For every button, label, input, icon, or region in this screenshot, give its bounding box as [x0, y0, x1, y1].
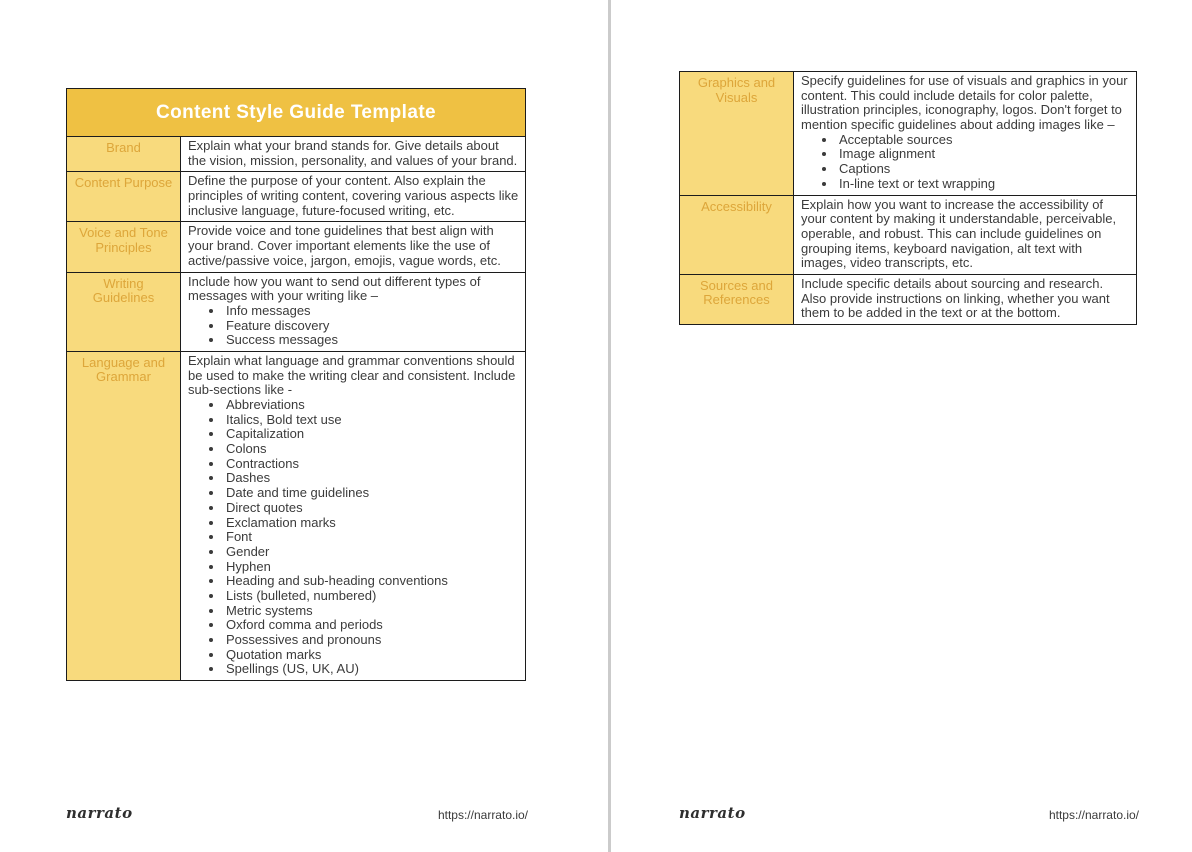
row-description — [181, 172, 525, 221]
row-description-text: Define the purpose of your content. Also explain the principles of writing content, covering various aspects like inclusive language, future-focused writing, etc. — [188, 173, 519, 218]
bullet-item: • Acceptable sources — [837, 133, 1130, 148]
row-description-text: Include how you want to send out different types of messages with your writing like – — [188, 273, 481, 304]
row-category-label: Content Purpose — [67, 172, 181, 221]
bullet-item: • Date and time guidelines — [224, 486, 519, 501]
page-divider — [608, 0, 611, 852]
bullet-item: • Quotation marks — [224, 648, 519, 663]
table-row — [67, 273, 525, 352]
bullet-item: • Success messages — [224, 333, 519, 348]
row-category-label: Voice and Tone Principles — [67, 222, 181, 271]
bullet-list — [188, 398, 519, 677]
page1-footer — [66, 804, 528, 822]
bullet-list — [801, 133, 1130, 192]
row-category-label: Accessibility — [680, 196, 794, 274]
bullet-item: • Capitalization — [224, 427, 519, 442]
document-page-2 — [612, 0, 1192, 852]
bullet-item: • Hyphen — [224, 560, 519, 575]
bullet-item: • Heading and sub-heading conventions — [224, 574, 519, 589]
bullet-item: • Image alignment — [837, 147, 1130, 162]
row-description — [794, 275, 1136, 324]
row-category-label: Language and Grammar — [67, 352, 181, 680]
bullet-item: • Spellings (US, UK, AU) — [224, 662, 519, 677]
bullet-item: • Metric systems — [224, 604, 519, 619]
row-description — [794, 196, 1136, 274]
style-guide-table-page2 — [679, 71, 1137, 325]
footer-url-link[interactable]: https://narrato.io/ — [1048, 808, 1139, 822]
row-description-text: Explain what language and grammar conventions should be used to make the writing clear and consistent. Include sub-sections like - — [188, 352, 516, 398]
table-row — [67, 352, 525, 680]
bullet-item: • Exclamation marks — [224, 516, 519, 531]
narrato-logo: narrato — [66, 804, 133, 822]
bullet-item: • Colons — [224, 442, 519, 457]
bullet-item: • Direct quotes — [224, 501, 519, 516]
row-description — [794, 72, 1136, 195]
row-description — [181, 273, 525, 351]
row-category-label: Sources and References — [680, 275, 794, 324]
page2-footer — [679, 804, 1139, 822]
table-row — [67, 137, 525, 172]
bullet-item: • Dashes — [224, 471, 519, 486]
bullet-item: • Italics, Bold text use — [224, 413, 519, 428]
narrato-logo: narrato — [679, 804, 746, 822]
bullet-item: • Feature discovery — [224, 319, 519, 334]
bullet-item: • Font — [224, 530, 519, 545]
table-row — [67, 172, 525, 222]
bullet-item: • Abbreviations — [224, 398, 519, 413]
style-guide-table-page1 — [66, 88, 526, 681]
row-description-text: Specify guidelines for use of visuals and graphics in your content. This could include details for color palette, illustration principles, iconography, logos. Don't forget to mention specific guidelines about adding images like – — [801, 73, 1128, 133]
table-rows-page2 — [680, 72, 1136, 324]
bullet-list — [188, 304, 519, 348]
bullet-item: • Gender — [224, 545, 519, 560]
row-description-text: Provide voice and tone guidelines that best align with your brand. Cover important elements like the use of active/passive voice, jargon, emojis, vague words, etc. — [188, 223, 501, 268]
bullet-item: • Info messages — [224, 304, 519, 319]
table-title: Content Style Guide Template — [67, 89, 525, 137]
row-category-label: Graphics and Visuals — [680, 72, 794, 195]
table-rows-page1 — [67, 137, 525, 680]
table-row — [680, 72, 1136, 196]
table-row — [680, 275, 1136, 324]
footer-url-link[interactable]: https://narrato.io/ — [437, 808, 528, 822]
row-description — [181, 137, 525, 171]
bullet-item: • In-line text or text wrapping — [837, 177, 1130, 192]
bullet-item: • Lists (bulleted, numbered) — [224, 589, 519, 604]
bullet-item: • Oxford comma and periods — [224, 618, 519, 633]
table-row — [67, 222, 525, 272]
table-row — [680, 196, 1136, 275]
row-description-text: Explain what your brand stands for. Give details about the vision, mission, personality, and values of your brand. — [188, 138, 518, 168]
row-description-text: Include specific details about sourcing and research. Also provide instructions on linking, whether you want them to be added in the text or at the bottom. — [801, 275, 1110, 321]
row-category-label: Writing Guidelines — [67, 273, 181, 351]
row-category-label: Brand — [67, 137, 181, 171]
row-description-text: Explain how you want to increase the accessibility of your content by making it understandable, perceivable, operable, and robust. This can include guidelines on grouping items, keyboard navigation, alt text with images, video transcripts, etc. — [801, 196, 1117, 271]
row-description — [181, 352, 525, 680]
bullet-item: • Captions — [837, 162, 1130, 177]
bullet-item: • Possessives and pronouns — [224, 633, 519, 648]
row-description — [181, 222, 525, 271]
bullet-item: • Contractions — [224, 457, 519, 472]
